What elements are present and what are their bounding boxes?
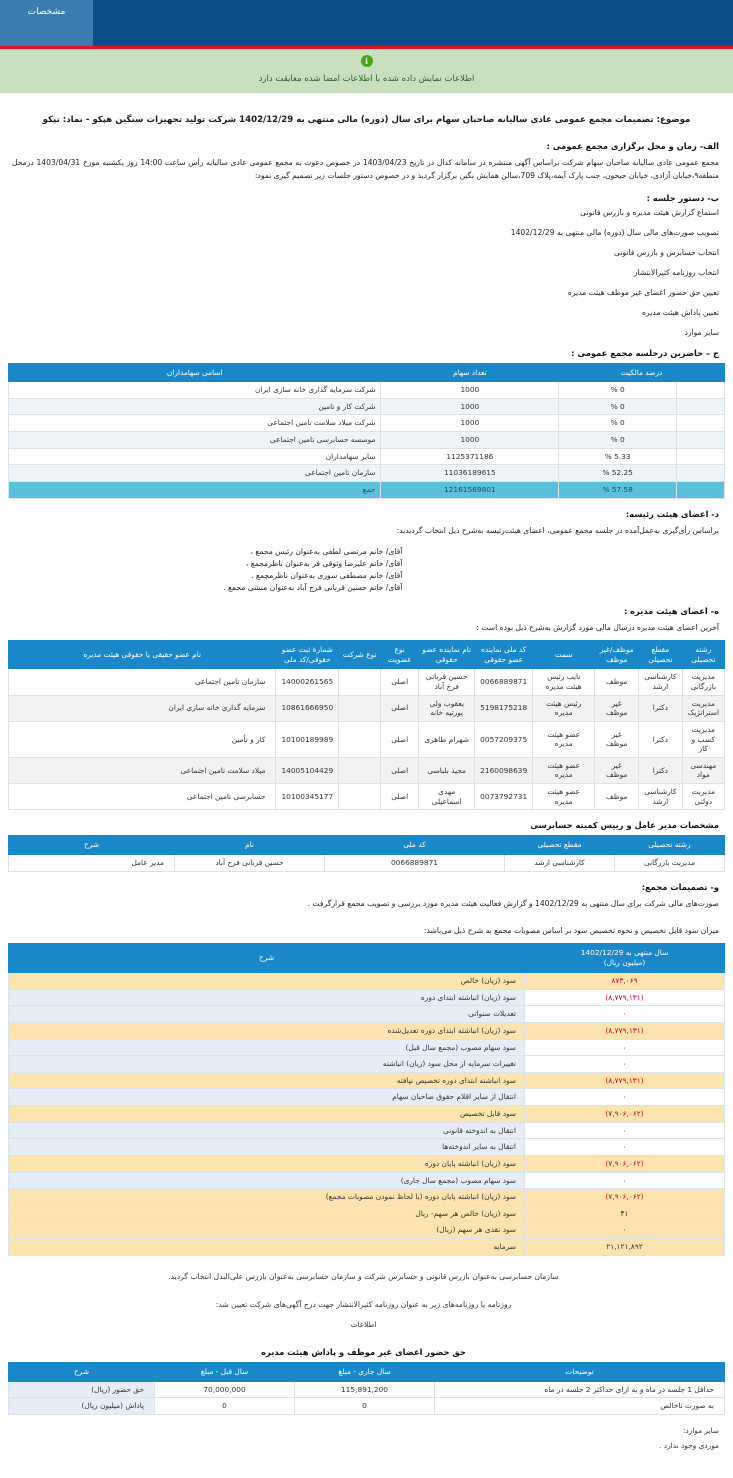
table-header-row — [9, 944, 725, 973]
cell-amount: ۰ — [525, 1122, 725, 1139]
column-header-employment-status: موظف/غیر موظف — [595, 641, 639, 669]
cell-member-name: سرمایه گذاری خانه سازی ایران — [9, 695, 276, 721]
cell-company-type — [339, 695, 381, 721]
section-heading-ceo: مشخصات مدیر عامل و رییس کمیته حسابرسی — [530, 820, 719, 831]
cell-description: پاداش (میلیون ریال) — [9, 1398, 155, 1415]
alert-message: اطلاعات نمایش داده شده با اطلاعات امضا شده مغایقت دارد — [258, 74, 475, 84]
cell-shareholder-name: شرکت میلاد سلامت تامین اجتماعی — [9, 415, 381, 432]
board-members-table — [8, 640, 725, 810]
table-row-total — [9, 481, 725, 498]
table-row — [9, 1006, 725, 1023]
cell-company-type — [339, 721, 381, 757]
info-icon: i — [361, 55, 373, 67]
cell-position: عضو هیئت مدیره — [533, 757, 595, 783]
section-heading-resolutions: و- تصمیمات مجمع: — [641, 881, 719, 892]
cell-degree: دکترا — [639, 721, 682, 757]
section-heading-presiding-board: د- اعضای هیئت رئیسه: — [625, 508, 719, 519]
cell-degree: کارشناسی ارشد — [639, 784, 682, 810]
cell-amount: ۰ — [525, 1006, 725, 1023]
column-header-position: سمت — [533, 641, 595, 669]
cell-amount: ۰ — [525, 1056, 725, 1073]
column-header-year-line: سال منتهی به 1402/12/29 — [580, 948, 669, 958]
cell-rep-name: حسین قربانی فرج آباد — [419, 669, 475, 695]
cell-description: انتقال به سایر اندوخته‌ها — [9, 1139, 525, 1156]
tab-specifications[interactable] — [0, 0, 93, 46]
cell-registration-number: 14000261565 — [276, 669, 339, 695]
cell-employment-status: غیر موظف — [595, 757, 639, 783]
presiding-board-list — [8, 547, 725, 592]
cell-field-of-study: مدیریت دولتی — [682, 784, 724, 810]
table-row — [9, 1381, 725, 1398]
cell-amount: (۸,۷۷۹,۱۳۱) — [525, 989, 725, 1006]
cell-amount: ۴۱ — [525, 1205, 725, 1222]
cell-company-type — [339, 757, 381, 783]
presiding-person: آقای/ خانم مصطفی سوری به‌عنوان ناظرمجمع . — [251, 570, 403, 580]
cell-share-count: 11036189615 — [381, 465, 559, 482]
table-row — [9, 1039, 725, 1056]
cell-member-name: سازمان تامین اجتماعی — [9, 669, 276, 695]
cell-description: سود (زیان) خالص — [9, 973, 525, 990]
cell-position: عضو هیئت مدیره — [533, 784, 595, 810]
table-row — [9, 669, 725, 695]
section-heading-time-place: الف- زمان و محل برگزاری مجمع عمومی : — [546, 141, 719, 151]
cell-national-id: 0066889871 — [325, 854, 505, 871]
table-row — [9, 1222, 725, 1239]
agenda-item: سایر موارد — [684, 327, 719, 337]
column-header-rep-name: نام نماینده عضو حقوقی — [419, 641, 475, 669]
cell-shareholder-name: سایر سهامداران — [9, 448, 381, 465]
row-spacer-cell — [677, 465, 725, 482]
cell-registration-number: 10100345177 — [276, 784, 339, 810]
cell-member-name: میلاد سلامت تامین اجتماعی — [9, 757, 276, 783]
presiding-person: آقای/ خانم حسین قربانی فرج آباد به‌عنوان منشی مجمع . — [223, 582, 403, 592]
table-row — [9, 989, 725, 1006]
cell-rep-national-id: 0066889871 — [475, 669, 533, 695]
cell-rep-name: شهرام طاهری — [419, 721, 475, 757]
row-spacer-cell — [677, 382, 725, 399]
column-header-member-name: نام عضو حقیقی یا حقوقی هیئت مدیره — [9, 641, 276, 669]
cell-description: سود (زیان) انباشته پایان دوره — [9, 1155, 525, 1172]
cell-share-count: 1000 — [381, 432, 559, 449]
cell-description: انتقال به اندوخته قانونی — [9, 1122, 525, 1139]
table-row — [9, 784, 725, 810]
cell-amount: (۷,۹۰۶,۰۶۲) — [525, 1155, 725, 1172]
cell-description: سود انباشته ابتدای دوره تخصیص نیافته — [9, 1072, 525, 1089]
tab-specifications-label: مشخصات — [27, 7, 66, 17]
top-navigation-bar — [0, 0, 733, 46]
cell-previous-year-amount: 0 — [155, 1398, 295, 1415]
cell-position: رئیس هیئت مدیره — [533, 695, 595, 721]
cell-description: سود (زیان) انباشته پایان دوره (با لحاظ نمودن مصوبات مجمع) — [9, 1189, 525, 1206]
cell-degree: دکترا — [639, 757, 682, 783]
cell-ownership-percent: 0 % — [559, 432, 677, 449]
cell-company-type — [339, 784, 381, 810]
cell-shareholder-name: شرکت سرمایه گذاری خانه سازی ایران — [9, 382, 381, 399]
row-spacer-cell — [677, 415, 725, 432]
cell-description: سود سهام مصوب (مجمع سال قبل) — [9, 1039, 525, 1056]
cell-ownership-percent: 0 % — [559, 415, 677, 432]
presiding-person: آقای/ خانم علیرضا وثوقی فر به‌عنوان ناظرمجمع ، — [245, 558, 403, 568]
cell-amount: ۰ — [525, 1039, 725, 1056]
cell-rep-national-id: 5198175218 — [475, 695, 533, 721]
table-row — [9, 1056, 725, 1073]
table-header-row — [9, 836, 725, 855]
cell-total-label: جمع — [9, 481, 381, 498]
column-header-rep-national-id: کد ملی نماینده عضو حقوقی — [475, 641, 533, 669]
cell-rep-national-id: 0057209375 — [475, 721, 533, 757]
cell-member-name: کار و تأمین — [9, 721, 276, 757]
cell-description: سود سهام مصوب (مجمع سال جاری) — [9, 1172, 525, 1189]
table-row — [9, 757, 725, 783]
cell-description: تعدیلات سنواتی — [9, 1006, 525, 1023]
column-header-registration-number: شمارۀ ثبت عضو حقوقی/کد ملی — [276, 641, 339, 669]
column-header-description: شرح — [9, 944, 525, 973]
cell-description: سود (زیان) انباشته ابتدای دوره تعدیل‌شده — [9, 1022, 525, 1039]
cell-description: سرمایه — [9, 1239, 525, 1256]
agenda-item: تصویب صورت‌های مالی سال (دوره) مالی منتهی به 1402/12/29 — [510, 227, 719, 237]
row-spacer-cell — [677, 398, 725, 415]
cell-position: عضو هیئت مدیره — [533, 721, 595, 757]
cell-shareholder-name: سازمان تامین اجتماعی — [9, 465, 381, 482]
cell-membership-type: اصلی — [381, 784, 419, 810]
cell-current-year-amount: 115,891,200 — [295, 1381, 435, 1398]
column-header-field-of-study: رشته تحصیلی — [682, 641, 724, 669]
table-header-row — [9, 1363, 725, 1382]
table-row — [9, 973, 725, 990]
cell-current-year-amount: 0 — [295, 1398, 435, 1415]
cell-employment-status: موظف — [595, 669, 639, 695]
cell-amount: ۸۷۳,۰۶۹ — [525, 973, 725, 990]
cell-share-count: 1125371186 — [381, 448, 559, 465]
table-row — [9, 1089, 725, 1106]
profit-allocation-table — [8, 943, 725, 1256]
table-row — [9, 1139, 725, 1156]
table-row — [9, 721, 725, 757]
cell-employment-status: موظف — [595, 784, 639, 810]
cell-rep-national-id: 2160098639 — [475, 757, 533, 783]
profit-allocation-intro: میزان سود قابل تخصیص و نحوه تخصیص سود بر اساس مصوبات مجمع به شرح ذیل می‌باشد: — [423, 925, 719, 935]
column-header-notes: توضیحات — [435, 1363, 725, 1382]
cell-registration-number: 10861666950 — [276, 695, 339, 721]
table-row — [9, 448, 725, 465]
cell-share-count: 1000 — [381, 415, 559, 432]
cell-shareholder-name: شرکت کار و تامین — [9, 398, 381, 415]
time-place-body: مجمع عمومی عادی سالیانه صاحبان سهام شرکت براساس آگهی منتشره در سامانه کدال در تاریخ 1403/04/23 در خصوص دعوت به مجمع عمومی عادی سالیانه رأس ساعت 14:00 روز یکشنبه مورخ 1403/04/31 درمحل منطقه۹،خیابان آزادی، خیابان جیحون، جنب پارک آیمه،پلاک 709،سالن همایش نگین برگزار گردید و در خصوص دستور جلسات زیر تصمیم گیری نمود: — [12, 158, 719, 181]
cell-description: سود قابل تخصیص — [9, 1106, 525, 1123]
column-header-previous-year-amount: سال قبل - مبلغ — [155, 1363, 295, 1382]
cell-amount: ۰ — [525, 1139, 725, 1156]
cell-field-of-study: مدیریت بازرگانی — [682, 669, 724, 695]
column-header-shareholder-names: اسامی سهامداران — [9, 363, 381, 382]
agenda-list — [8, 208, 725, 337]
cell-employment-status: غیر موظف — [595, 695, 639, 721]
bottom-spacer — [8, 1468, 725, 1478]
cell-share-count: 1000 — [381, 382, 559, 399]
cell-amount: ۰ — [525, 1089, 725, 1106]
cell-amount: (۷,۹۰۶,۰۶۲) — [525, 1189, 725, 1206]
cell-description: سود (زیان) خالص هر سهم- ریال — [9, 1205, 525, 1222]
cell-membership-type: اصلی — [381, 757, 419, 783]
cell-name: حسین قربانی فرج آباد — [175, 854, 325, 871]
presiding-board-body: براساس رأی‌گیری به‌عمل‌آمده در جلسه مجمع عمومی، اعضای هیئت‌رئیسه به‌شرح ذیل انتخاب گردیدند: — [396, 525, 719, 535]
cell-notes: حداقل 1 جلسه در ماه و به ازای حداکثر 2 جلسه در ماه — [435, 1381, 725, 1398]
cell-amount: (۸,۷۷۹,۱۳۱) — [525, 1022, 725, 1039]
cell-ownership-percent: 0 % — [559, 382, 677, 399]
cell-degree: کارشناسی ارشد — [505, 854, 615, 871]
cell-field-of-study: مهندسی مواد — [682, 757, 724, 783]
table-row — [9, 1239, 725, 1256]
ceo-table — [8, 835, 725, 871]
cell-field-of-study: مدیریت کسب و کار — [682, 721, 724, 757]
cell-membership-type: اصلی — [381, 721, 419, 757]
table-row — [9, 1106, 725, 1123]
table-header-row — [9, 363, 725, 382]
section-heading-board-members: ه- اعضای هیئت مدیره : — [623, 605, 719, 616]
section-heading-fees: حق حضور اعضای غیر موظف و پاداش هیئت مدیره — [261, 1347, 466, 1358]
agenda-item: انتخاب حسابرس و بازرس قانونی — [613, 247, 719, 257]
column-header-ownership-percent: درصد مالکیت — [559, 363, 725, 382]
cell-amount: ۲۱,۱۲۱,۸۹۲ — [525, 1239, 725, 1256]
cell-membership-type: اصلی — [381, 695, 419, 721]
column-header-degree: مقطع تحصیلی — [505, 836, 615, 855]
row-spacer-cell — [677, 432, 725, 449]
cell-rep-name: یعقوب ولی پورتپه خانه — [419, 695, 475, 721]
cell-share-count-total: 12161569801 — [381, 481, 559, 498]
cell-notes: به صورت ناخالص — [435, 1398, 725, 1415]
table-row — [9, 465, 725, 482]
page-title: موضوع: تصمیمات مجمع عمومی عادی سالیانه صاحبان سهام برای سال (دوره) مالی منتهی به 1402/12/29 شرکت تولید تجهیزات سنگین هپکو - نماد: تپکو — [42, 115, 691, 125]
cell-field-of-study: مدیریت بازرگانی — [615, 854, 725, 871]
table-row — [9, 1172, 725, 1189]
resolutions-body: صورت‌های مالی شرکت برای سال منتهی به 1402/12/29 و گزارش فعالیت هیئت مدیره مورد بررسی و تصویب مجمع قرارگرفت . — [307, 898, 719, 908]
cell-registration-number: 14005104429 — [276, 757, 339, 783]
column-header-description: شرح — [9, 836, 175, 855]
column-header-share-count: تعداد سهام — [381, 363, 559, 382]
cell-degree: کارشناسی ارشد — [639, 669, 682, 695]
cell-ownership-percent: 52.25 % — [559, 465, 677, 482]
table-header-row — [9, 641, 725, 669]
cell-employment-status: غیر موظف — [595, 721, 639, 757]
newspaper-selection-text: روزنامه یا روزنامه‌های زیر به عنوان روزنامه کثیرالانتشار جهت درج آگهی‌های شرکت تعیین شد: — [215, 1300, 512, 1310]
auditor-appointment-text: سازمان حسابرسی به‌عنوان بازرس قانونی و حسابرس شرکت و سازمان حسابرسی به‌عنوان بازرس علی‌البدل انتخاب گردید. — [168, 1271, 559, 1281]
table-row — [9, 398, 725, 415]
cell-share-count: 1000 — [381, 398, 559, 415]
table-row — [9, 1122, 725, 1139]
newspaper-name: اطلاعات — [350, 1319, 377, 1329]
column-header-national-id: کد ملی — [325, 836, 505, 855]
column-header-company-type: نوع شرکت — [339, 641, 381, 669]
board-fees-table — [8, 1362, 725, 1415]
cell-position: نایب رئیس هیئت مدیره — [533, 669, 595, 695]
cell-amount: (۷,۹۰۶,۰۶۲) — [525, 1106, 725, 1123]
table-row — [9, 695, 725, 721]
row-spacer-cell — [677, 448, 725, 465]
column-header-current-year-amount: سال جاری - مبلغ — [295, 1363, 435, 1382]
column-header-description: شرح — [9, 1363, 155, 1382]
column-header-field-of-study: رشته تحصیلی — [615, 836, 725, 855]
cell-description: سود نقدی هر سهم (ریال) — [9, 1222, 525, 1239]
cell-amount: ۰ — [525, 1222, 725, 1239]
cell-rep-name: مهدی اسماعیلی — [419, 784, 475, 810]
cell-rep-name: مجید بلباسی — [419, 757, 475, 783]
table-row — [9, 1205, 725, 1222]
section-heading-attendees: ج – حاضرین درجلسه مجمع عمومی : — [571, 347, 719, 358]
table-row — [9, 382, 725, 399]
cell-description: انتقال از سایر اقلام حقوق صاحبان سهام — [9, 1089, 525, 1106]
cell-membership-type: اصلی — [381, 669, 419, 695]
cell-degree: دکترا — [639, 695, 682, 721]
cell-ownership-percent: 0 % — [559, 398, 677, 415]
row-spacer-cell — [677, 481, 725, 498]
cell-company-type — [339, 669, 381, 695]
board-members-body: آخرین اعضای هیئت مدیره درسال مالی مورد گزارش به‌شرح ذیل بوده است : — [476, 622, 719, 632]
cell-description: مدیر عامل — [9, 854, 175, 871]
cell-ownership-percent-total: 57.58 % — [559, 481, 677, 498]
cell-previous-year-amount: 70,000,000 — [155, 1381, 295, 1398]
cell-description: سود (زیان) انباشته ابتدای دوره — [9, 989, 525, 1006]
other-items-heading: سایر موارد: — [682, 1425, 719, 1435]
column-header-unit-line: (میلیون ریال) — [603, 958, 646, 968]
table-row — [9, 1398, 725, 1415]
agenda-item: تعیین حق حضور اعضای غیر موظف هیئت مدیره — [567, 287, 719, 297]
cell-ownership-percent: 5.33 % — [559, 448, 677, 465]
agenda-item: تعیین پاداش هیئت مدیره — [642, 307, 719, 317]
table-row — [9, 432, 725, 449]
mismatch-alert-banner — [0, 49, 733, 93]
cell-description: تغییرات سرمایه از محل سود (زیان) انباشته — [9, 1056, 525, 1073]
table-row — [9, 1155, 725, 1172]
table-row — [9, 854, 725, 871]
table-row — [9, 1072, 725, 1089]
other-items-value: موردی وجود ندارد . — [659, 1440, 719, 1450]
cell-amount: ۰ — [525, 1172, 725, 1189]
cell-shareholder-name: موسسه حسابرسی تامین اجتماعی — [9, 432, 381, 449]
cell-amount: (۸,۷۷۹,۱۳۱) — [525, 1072, 725, 1089]
presiding-person: آقای/ خانم مرتضی لطفی به‌عنوان رئیس مجمع ، — [250, 546, 403, 556]
cell-registration-number: 10100189989 — [276, 721, 339, 757]
table-row — [9, 1022, 725, 1039]
column-header-degree: مقطع تحصیلی — [639, 641, 682, 669]
cell-description: حق حضور (ریال) — [9, 1381, 155, 1398]
column-header-fiscal-year-amount — [525, 944, 725, 973]
table-row — [9, 1189, 725, 1206]
section-heading-agenda: ب- دستور جلسه : — [646, 192, 719, 203]
cell-rep-national-id: 0073792731 — [475, 784, 533, 810]
agenda-item: انتخاب روزنامه کثیرالانتشار — [633, 267, 719, 277]
cell-member-name: حسابرسی تامین اجتماعی — [9, 784, 276, 810]
column-header-membership-type: نوع عضویت — [381, 641, 419, 669]
column-header-name: نام — [175, 836, 325, 855]
agenda-item: استماع گزارش هیئت مدیره و بازرس قانونی — [580, 207, 719, 217]
table-row — [9, 415, 725, 432]
shareholders-table — [8, 363, 725, 499]
cell-field-of-study: مدیریت استراتژیک — [682, 695, 724, 721]
